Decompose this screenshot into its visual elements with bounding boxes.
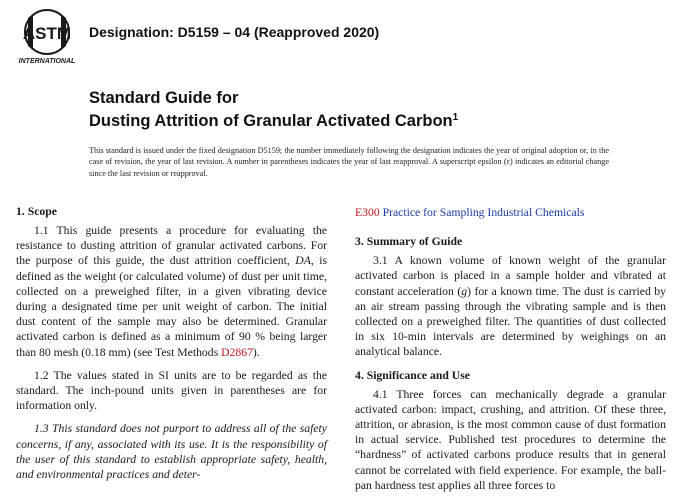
designation: Designation: D5159 – 04 (Reapproved 2020)	[89, 24, 380, 40]
e300-link[interactable]: E300	[355, 206, 380, 219]
title-line-1: Standard Guide for	[89, 89, 239, 107]
d2867-link[interactable]: D2867	[221, 345, 253, 359]
right-column	[355, 205, 666, 501]
title-block	[89, 89, 458, 131]
title-line-2	[89, 108, 458, 131]
title-main: Dusting Attrition of Granular Activated Carbon	[89, 112, 453, 130]
astm-logo	[14, 8, 80, 66]
scope-para-1-2: 1.2 The values stated in SI units are to be regarded as the standard. The inch-pound units given in parentheses are for information only.	[16, 368, 327, 413]
scope-text-b: , is defined as the weight (or calculated volume) of dust per unit time, collected on a preweighed filter, in a given vibrating device during a designated time per unit weight of carbon. The initial dust content of the sample may also be determined. Granular activated carbon is defined as a minimum of 90 % being larger than 80 mesh (0.18 mm) (see Test Methods	[16, 254, 328, 359]
title-footnote-mark[interactable]: 1	[452, 112, 459, 123]
summary-text-b: ) for a known time. The dust is carried by an air stream passing through the vibrating sample and is then collected on a preweighed filter. The quantities of dust collected in six 10-min intervals are determined by weighings on an analytical balance.	[355, 284, 666, 359]
summary-heading: 3. Summary of Guide	[355, 235, 463, 249]
svg-text:ASTM: ASTM	[22, 24, 72, 43]
e300-title[interactable]: Practice for Sampling Industrial Chemicals	[382, 206, 585, 219]
scope-text-a: 1.1 This guide presents a procedure for evaluating the resistance to dusting attrition of granular activated carbons. For the purpose of this guide, the dust attrition coefficient,	[16, 224, 327, 268]
da-term: DA	[295, 254, 311, 268]
scope-para-1-1	[16, 223, 327, 360]
logo-wordmark: INTERNATIONAL	[18, 58, 76, 65]
reference-e300	[355, 205, 666, 220]
scope-para-1-3: 1.3 This standard does not purport to address all of the safety concerns, if any, associated with its use. It is the responsibility of the user of this standard to establish appropriate safety, health, and environmental practices and deter-	[16, 422, 327, 482]
g-term: g	[461, 284, 468, 298]
left-column	[16, 204, 327, 490]
summary-text-a: 3.1 A known volume of known weight of the granular activated carbon is placed in a sample holder and vibrated at constant acceleration (	[355, 254, 666, 298]
scope-text-c: ).	[252, 345, 260, 359]
scope-heading: 1. Scope	[16, 205, 57, 218]
significance-heading: 4. Significance and Use	[355, 368, 470, 382]
issuance-note: This standard is issued under the fixed designation D5159; the number immediately following the designation indicates the year of original adoption or, in the case of revision, the year of last revision. A number in parentheses indicates the year of last reapproval. A superscript epsilon (ε) indicates an editorial change since the last revision or reapproval.	[89, 146, 609, 178]
significance-para-4-1: 4.1 Three forces can mechanically degrade a granular activated carbon: impact, crushing, and attrition. Of these three, attrition, or abrasion, is the most common cause of dust formation in actual service. Published test procedures to determine the “hardness” of activated carbons produce results that in general cannot be correlated with field experience. For example, the ball-pan hardness test applies all three forces to	[355, 387, 666, 492]
summary-para-3-1	[355, 253, 666, 359]
